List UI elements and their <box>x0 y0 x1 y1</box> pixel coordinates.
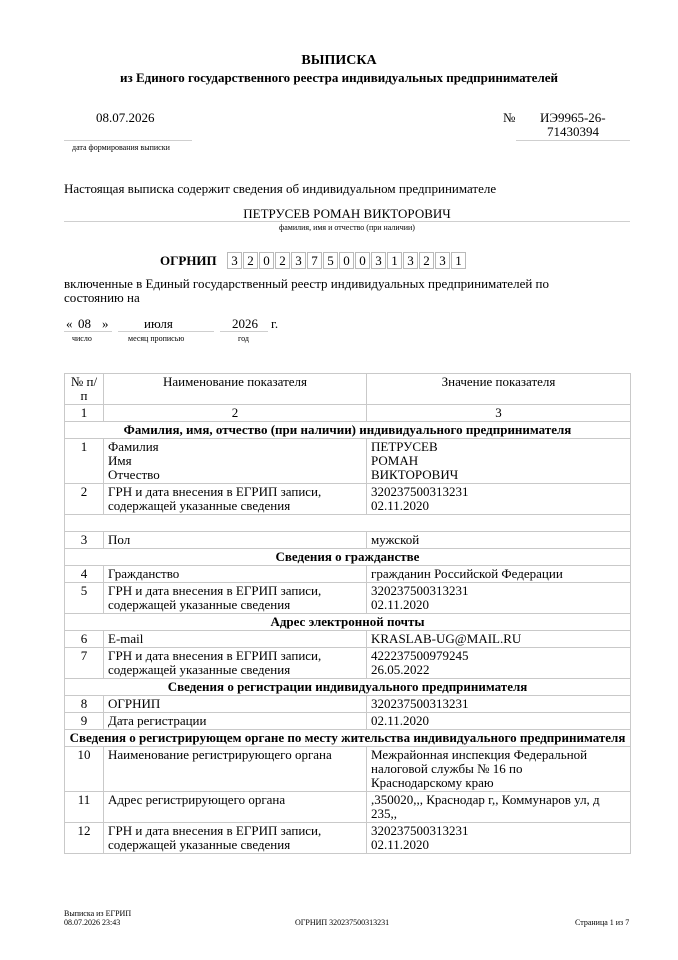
month-underline <box>118 331 214 332</box>
section-heading: Сведения о регистрации индивидуального предпринимателя <box>65 679 631 696</box>
row-value: гражданин Российской Федерации <box>367 566 631 583</box>
section-heading: Фамилия, имя, отчество (при наличии) индивидуального предпринимателя <box>65 422 631 439</box>
ogrnip-digit: 2 <box>275 252 290 269</box>
table-row <box>65 566 631 583</box>
table-header-numbers-row <box>65 405 631 422</box>
row-value: 320237500313231 <box>367 696 631 713</box>
value-surname: ПЕТРУСЕВ <box>371 439 438 454</box>
ogrnip-label: ОГРНИП <box>160 253 217 268</box>
section-heading: Сведения о гражданстве <box>65 549 631 566</box>
ogrnip-digit: 0 <box>259 252 274 269</box>
row-number: 6 <box>65 631 104 648</box>
row-number: 1 <box>65 439 104 484</box>
row-value: 02.11.2020 <box>367 713 631 730</box>
row-label <box>104 484 367 515</box>
column-number-2: 2 <box>104 405 367 422</box>
row-label: Гражданство <box>104 566 367 583</box>
number-underline <box>516 140 630 141</box>
footer-timestamp: 08.07.2026 23:43 <box>64 918 121 927</box>
row-label: Наименование регистрирующего органа <box>104 747 367 792</box>
column-number-3: 3 <box>367 405 631 422</box>
grn-date: 02.11.2020 <box>371 597 430 612</box>
label-line: ГРН и дата внесения в ЕГРИП записи, <box>108 823 322 838</box>
empty-cell <box>65 515 631 532</box>
statement-number-line2: 71430394 <box>547 124 599 139</box>
grn-date: 02.11.2020 <box>371 498 430 513</box>
row-number: 8 <box>65 696 104 713</box>
label-line: содержащей указанные сведения <box>108 837 291 852</box>
grn-date: 02.11.2020 <box>371 837 430 852</box>
table-row <box>65 583 631 614</box>
day-close-quote: » <box>102 316 109 331</box>
statement-number-line1: ИЭ9965-26- <box>540 110 606 125</box>
ogrnip-digit: 2 <box>419 252 434 269</box>
section-authority <box>65 730 631 747</box>
report-year: 2026 <box>232 316 258 331</box>
row-number: 3 <box>65 532 104 549</box>
number-sign: № <box>503 110 516 125</box>
row-value: KRASLAB-UG@MAIL.RU <box>367 631 631 648</box>
day-caption: число <box>72 334 92 343</box>
row-number: 5 <box>65 583 104 614</box>
date-underline <box>64 140 192 141</box>
ogrnip-digit: 5 <box>323 252 338 269</box>
year-suffix: г. <box>271 316 279 331</box>
table-row <box>65 648 631 679</box>
column-number-1: 1 <box>65 405 104 422</box>
ogrnip-digit: 3 <box>227 252 242 269</box>
table-row <box>65 532 631 549</box>
row-label: Дата регистрации <box>104 713 367 730</box>
day-open-quote: « <box>66 316 73 331</box>
report-month: июля <box>144 316 173 331</box>
label-line: содержащей указанные сведения <box>108 597 291 612</box>
row-label: E-mail <box>104 631 367 648</box>
ogrnip-digit: 1 <box>451 252 466 269</box>
label-line: ГРН и дата внесения в ЕГРИП записи, <box>108 583 322 598</box>
column-header-value: Значение показателя <box>367 374 631 405</box>
row-value <box>367 484 631 515</box>
value-first-name: РОМАН <box>371 453 419 468</box>
ogrnip-digit: 7 <box>307 252 322 269</box>
row-value: мужской <box>367 532 631 549</box>
value-patronymic: ВИКТОРОВИЧ <box>371 467 459 482</box>
column-header-indicator: Наименование показателя <box>104 374 367 405</box>
row-label <box>104 439 367 484</box>
table-row <box>65 747 631 792</box>
date-caption: дата формирования выписки <box>72 143 170 152</box>
value-line: Межрайонная инспекция Федеральной <box>371 747 588 762</box>
intro-text: Настоящая выписка содержит сведения об индивидуальном предпринимателе <box>64 181 497 196</box>
footer-page-number: Страница 1 из 7 <box>575 918 630 927</box>
label-line: содержащей указанные сведения <box>108 498 291 513</box>
row-number: 7 <box>65 648 104 679</box>
year-underline <box>220 331 268 332</box>
column-header-number: № п/п <box>65 374 104 405</box>
section-heading: Адрес электронной почты <box>65 614 631 631</box>
ogrnip-digit: 3 <box>435 252 450 269</box>
row-label: Адрес регистрирующего органа <box>104 792 367 823</box>
ogrnip-digit: 3 <box>291 252 306 269</box>
row-value <box>367 747 631 792</box>
value-line: Краснодарскому краю <box>371 775 494 790</box>
empty-row <box>65 515 631 532</box>
details-table <box>64 373 631 854</box>
label-line: ГРН и дата внесения в ЕГРИП записи, <box>108 648 322 663</box>
row-value <box>367 792 631 823</box>
ogrnip-digit: 1 <box>387 252 402 269</box>
table-row <box>65 631 631 648</box>
document-title: ВЫПИСКА <box>301 53 377 68</box>
statement-date: 08.07.2026 <box>96 110 155 125</box>
grn-value: 320237500313231 <box>371 484 469 499</box>
table-header-row <box>65 374 631 405</box>
label-line: содержащей указанные сведения <box>108 662 291 677</box>
ogrnip-digit: 0 <box>355 252 370 269</box>
ogrnip-digit: 3 <box>403 252 418 269</box>
table-row <box>65 792 631 823</box>
entrepreneur-name: ПЕТРУСЕВ РОМАН ВИКТОРОВИЧ <box>243 206 451 221</box>
row-value <box>367 648 631 679</box>
footer-doc-name: Выписка из ЕГРИП <box>64 909 132 918</box>
row-number: 4 <box>65 566 104 583</box>
document-subtitle: из Единого государственного реестра индивидуальных предпринимателей <box>119 70 559 85</box>
table-row <box>65 696 631 713</box>
section-fio <box>65 422 631 439</box>
label-surname: Фамилия <box>108 439 159 454</box>
section-citizenship <box>65 549 631 566</box>
row-label: ОГРНИП <box>104 696 367 713</box>
report-day: 08 <box>78 316 91 331</box>
grn-value: 422237500979245 <box>371 648 469 663</box>
grn-value: 320237500313231 <box>371 823 469 838</box>
row-label: Пол <box>104 532 367 549</box>
grn-value: 320237500313231 <box>371 583 469 598</box>
section-registration <box>65 679 631 696</box>
ogrnip-digit: 3 <box>371 252 386 269</box>
row-number: 11 <box>65 792 104 823</box>
row-label <box>104 583 367 614</box>
table-row <box>65 484 631 515</box>
ogrnip-digit: 0 <box>339 252 354 269</box>
grn-date: 26.05.2022 <box>371 662 430 677</box>
section-heading: Сведения о регистрирующем органе по месту жительства индивидуального предпринимателя <box>65 730 631 747</box>
row-value <box>367 439 631 484</box>
section-email <box>65 614 631 631</box>
ogrnip-digit: 2 <box>243 252 258 269</box>
table-row <box>65 713 631 730</box>
row-number: 10 <box>65 747 104 792</box>
label-patronymic: Отчество <box>108 467 160 482</box>
month-caption: месяц прописью <box>128 334 185 343</box>
row-value <box>367 823 631 854</box>
table-row <box>65 823 631 854</box>
day-underline <box>64 331 112 332</box>
row-number: 2 <box>65 484 104 515</box>
row-number: 9 <box>65 713 104 730</box>
table-row <box>65 439 631 484</box>
value-line: ,350020,,, Краснодар г,, Коммунаров ул, д <box>371 792 600 807</box>
value-line: налоговой службы № 16 по <box>371 761 523 776</box>
year-caption: год <box>238 334 249 343</box>
value-line: 235,, <box>371 806 397 821</box>
label-line: ГРН и дата внесения в ЕГРИП записи, <box>108 484 322 499</box>
row-label <box>104 648 367 679</box>
label-first-name: Имя <box>108 453 132 468</box>
name-caption: фамилия, имя и отчество (при наличии) <box>279 223 415 232</box>
row-number: 12 <box>65 823 104 854</box>
row-value <box>367 583 631 614</box>
row-label <box>104 823 367 854</box>
included-text: включенные в Единый государственный реестр индивидуальных предпринимателей по состоянию на <box>64 276 549 305</box>
footer-ogrnip: ОГРНИП 320237500313231 <box>295 918 390 927</box>
name-underline <box>64 221 630 222</box>
